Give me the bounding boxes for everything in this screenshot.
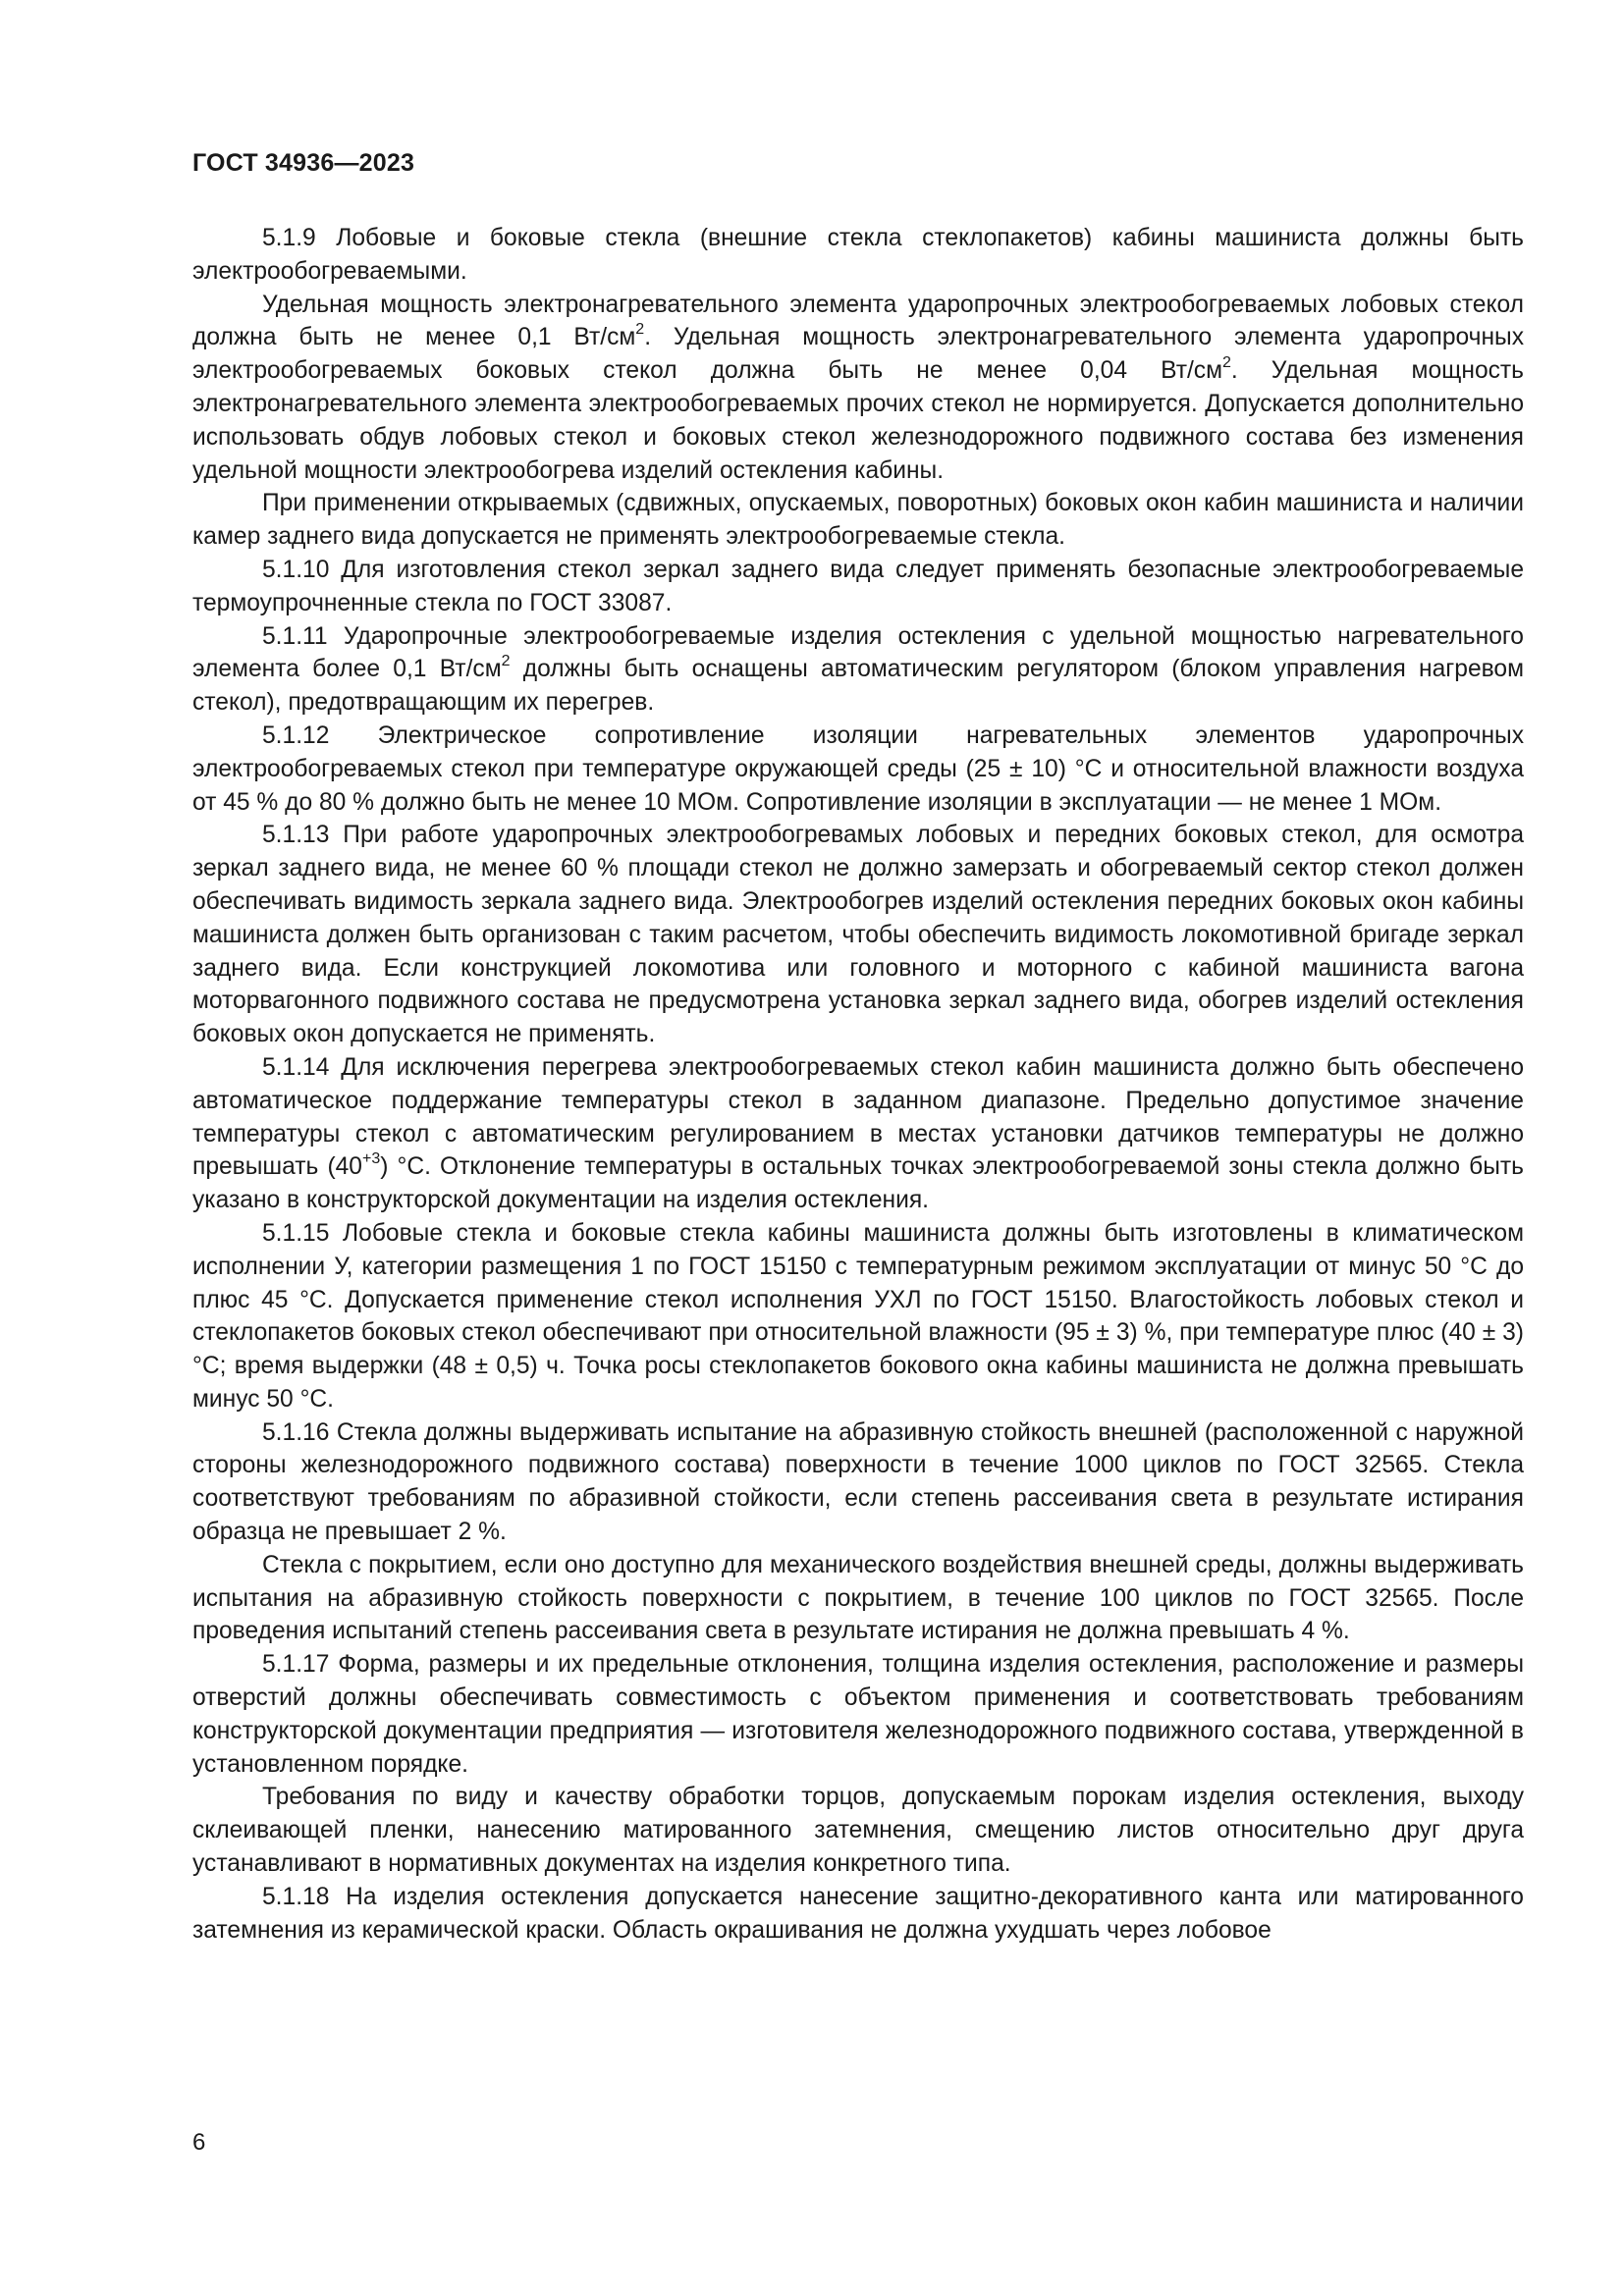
paragraph-5-1-16: 5.1.16 Стекла должны выдерживать испытание на абразивную стойкость внешней (расположенной с наружной стороны железнодорожного подвижного состава) поверхности в течение 1000 циклов по ГОСТ 32565. Стекла соответствуют требованиям по абразивной стойкости, если степень рассеивания света в результате истирания образца не превышает 2 %.: [192, 1418, 1524, 1546]
superscript: 2: [1222, 354, 1231, 371]
text-run: . Удельная мощность электронагревательного элемента электрообогреваемых прочих стекол не нормируется. Допускается дополнительно использовать обдув лобовых стекол и боковых стекол железнодорожного подвижного состава без изменения удельной мощности электрообогрева изделий остекления кабины.: [192, 357, 1524, 484]
text-run: Удельная мощность электронагревательного элемента ударопрочных электрообогреваемых лобовых стекол должна быть не менее 0,1 Вт/см: [192, 291, 1524, 351]
paragraph-coated-glass: Стекла с покрытием, если оно доступно для механического воздействия внешней среды, должны выдерживать испытания на абразивную стойкость поверхности с покрытием, в течение 100 циклов по ГОСТ 32565. После проведения испытаний степень рассеивания света в результате истирания не должна превышать 4 %.: [192, 1551, 1524, 1645]
standard-header: ГОСТ 34936—2023: [192, 149, 415, 177]
paragraph-5-1-17: 5.1.17 Форма, размеры и их предельные отклонения, толщина изделия остекления, расположение и размеры отверстий должны обеспечивать совместимость с объектом применения и соответствовать требованиям конструкторской документации предприятия — изготовителя железнодорожного подвижного состава, утвержденной в установленном порядке.: [192, 1651, 1524, 1778]
text-run: ) °С. Отклонение температуры в остальных точках электрообогреваемой зоны стекла должно быть указано в конструкторской документации на изделия остекления.: [192, 1153, 1524, 1214]
paragraph-5-1-13: 5.1.13 При работе ударопрочных электрообогревамых лобовых и передних боковых стекол, для осмотра зеркал заднего вида, не менее 60 % площади стекол не должно замерзать и обогреваемый сектор стекол должен обеспечивать видимость зеркала заднего вида. Электрообогрев изделий остекления передних боковых окон кабины машиниста должен быть организован с таким расчетом, чтобы обеспечить видимость локомотивной бригаде зеркал заднего вида. Если конструкцией локомотива или головного и моторного с кабиной машиниста вагона моторвагонного подвижного состава не предусмотрена установка зеркал заднего вида, обогрев изделий остекления боковых окон допускается не применять.: [192, 822, 1524, 1048]
superscript: +3: [362, 1150, 381, 1168]
paragraph-5-1-14: [192, 1051, 1524, 1217]
document-body: [192, 222, 1524, 1947]
text-run: 5.1.11 Ударопрочные электрообогреваемые изделия остекления с удельной мощностью нагревательного элемента более 0,1 Вт/см: [192, 622, 1524, 683]
paragraph-specific-power: [192, 289, 1524, 488]
text-run: . Удельная мощность электронагревательного элемента ударопрочных электрообогреваемых боковых стекол должна быть не менее 0,04 Вт/см: [192, 324, 1524, 385]
text-run: должны быть оснащены автоматическим регулятором (блоком управления нагревом стекол), предотвращающим их перегрев.: [192, 656, 1524, 717]
paragraph-5-1-11: [192, 620, 1524, 720]
superscript: 2: [635, 321, 645, 339]
paragraph-openable-windows: При применении открываемых (сдвижных, опускаемых, поворотных) боковых окон кабин машиниста и наличии камер заднего вида допускается не применять электрообогреваемые стекла.: [192, 490, 1524, 551]
paragraph-edge-requirements: Требования по виду и качеству обработки торцов, допускаемым порокам изделия остекления, выходу склеивающей пленки, нанесению матированного затемнения, смещению листов относительно друг друга устанавливают в нормативных документах на изделия конкретного типа.: [192, 1784, 1524, 1878]
page-number: 6: [192, 2129, 206, 2156]
paragraph-5-1-10: 5.1.10 Для изготовления стекол зеркал заднего вида следует применять безопасные электрообогреваемые термоупрочненные стекла по ГОСТ 33087.: [192, 556, 1524, 616]
superscript: 2: [501, 653, 511, 670]
paragraph-5-1-9: 5.1.9 Лобовые и боковые стекла (внешние стекла стеклопакетов) кабины машиниста должны быть электрообогреваемыми.: [192, 225, 1524, 285]
paragraph-5-1-18: 5.1.18 На изделия остекления допускается нанесение защитно-декоративного канта или матированного затемнения из керамической краски. Область окрашивания не должна ухудшать через лобовое: [192, 1883, 1524, 1944]
paragraph-5-1-15: 5.1.15 Лобовые стекла и боковые стекла кабины машиниста должны быть изготовлены в климатическом исполнении У, категории размещения 1 по ГОСТ 15150 с температурным режимом эксплуатации от минус 50 °С до плюс 45 °С. Допускается применение стекол исполнения УХЛ по ГОСТ 15150. Влагостойкость лобовых стекол и стеклопакетов боковых стекол обеспечивают при относительной влажности (95 ± 3) %, при температуре плюс (40 ± 3) °С; время выдержки (48 ± 0,5) ч. Точка росы стеклопакетов бокового окна кабины машиниста не должна превышать минус 50 °С.: [192, 1219, 1524, 1413]
text-run: 5.1.14 Для исключения перегрева электрообогреваемых стекол кабин машиниста должно быть обеспечено автоматическое поддержание температуры стекол в заданном диапазоне. Предельно допустимое значение температуры стекол с автоматическим регулированием в местах установки датчиков температуры не должно превышать (40: [192, 1053, 1524, 1181]
paragraph-5-1-12: 5.1.12 Электрическое сопротивление изоляции нагревательных элементов ударопрочных электрообогреваемых стекол при температуре окружающей среды (25 ± 10) °С и относительной влажности воздуха от 45 % до 80 % должно быть не менее 10 МОм. Сопротивление изоляции в эксплуатации — не менее 1 МОм.: [192, 721, 1524, 816]
